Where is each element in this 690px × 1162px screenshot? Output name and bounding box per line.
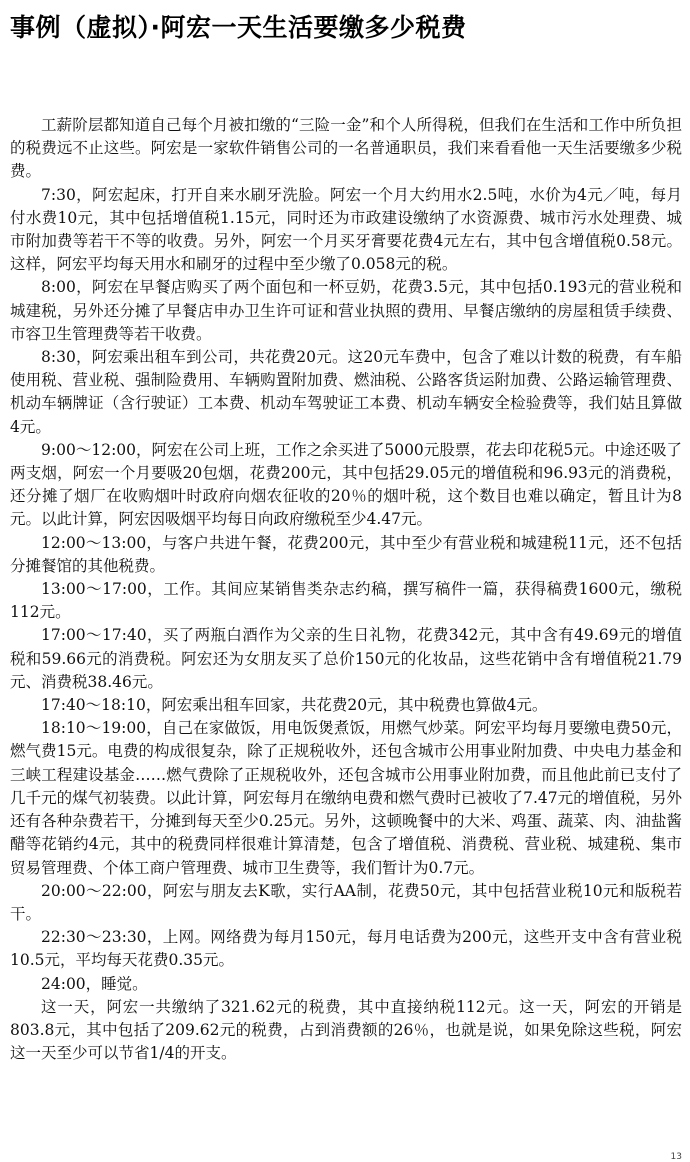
paragraph-1700-1740: 17:00～17:40，买了两瓶白酒作为父亲的生日礼物，花费342元，其中含有49.69元的增值税和59.66元的消费税。阿宏还为女朋友买了总价150元的化妆品，这些花销中含有增值税21.79元、消费税38.46元。 — [10, 626, 682, 691]
paragraph-intro: 工薪阶层都知道自己每个月被扣缴的“三险一金”和个人所得税，但我们在生活和工作中所负担的税费远不止这些。阿宏是一家软件销售公司的一名普通职员，我们来看看他一天生活要缴多少税费。 — [10, 116, 682, 181]
paragraph-0830: 8:30，阿宏乘出租车到公司，共花费20元。这20元车费中，包含了难以计数的税费，有车船使用税、营业税、强制险费用、车辆购置附加费、燃油税、公路客货运附加费、公路运输管理费、机动车辆牌证（含行驶证）工本费、机动车驾驶证工本费、机动车辆安全检验费等，我们姑且算做4元。 — [10, 348, 682, 436]
paragraph-2400: 24:00，睡觉。 — [41, 974, 148, 993]
page-title: 事例（虚拟）·阿宏一天生活要缴多少税费 — [10, 13, 467, 42]
paragraph-0730: 7:30，阿宏起床，打开自来水刷牙洗脸。阿宏一个月大约用水2.5吨，水价为4元／吨，每月付水费10元，其中包括增值税1.15元，同时还为市政建设缴纳了水资源费、城市污水处理费、城市附加费等若干不等的收费。另外，阿宏一个月买牙膏要花费4元左右，其中包含增值税0.58元。这样，阿宏平均每天用水和刷牙的过程中至少缴了0.058元的税。 — [10, 185, 682, 274]
paragraph-0900-1200: 9:00～12:00，阿宏在公司上班，工作之余买进了5000元股票，花去印花税5元。中途还吸了两支烟，阿宏一个月要吸20包烟，花费200元，其中包括29.05元的增值税和96.93元的消费税，还分摊了烟厂在收购烟叶时政府向烟农征收的20％的烟叶税，这个数目也难以确定，暂且计为8元。以此计算，阿宏因吸烟平均每日向政府缴税至少4.47元。 — [10, 440, 682, 529]
paragraph-summary: 这一天，阿宏一共缴纳了321.62元的税费，其中直接纳税112元。这一天，阿宏的开销是803.8元，其中包括了209.62元的税费，占到消费额的26％，也就是说，如果免除这些税，阿宏这一天至少可以节省1/4的开支。 — [10, 997, 682, 1063]
page-number: 13 — [670, 1152, 682, 1162]
paragraph-1300-1700: 13:00～17:00，工作。其间应某销售类杂志约稿，撰写稿件一篇，获得稿费1600元，缴税112元。 — [10, 580, 682, 622]
paragraph-1200-1300: 12:00～13:00，与客户共进午餐，花费200元，其中至少有营业税和城建税11元，还不包括分摊餐馆的其他税费。 — [10, 533, 682, 575]
paragraph-2000-2200: 20:00～22:00，阿宏与朋友去K歌，实行AA制，花费50元，其中包括营业税10元和版税若干。 — [10, 881, 682, 923]
paragraph-0800: 8:00，阿宏在早餐店购买了两个面包和一杯豆奶，花费3.5元，其中包括0.193元的营业税和城建税，另外还分摊了早餐店申办卫生许可证和营业执照的费用、早餐店缴纳的房屋租赁手续费、市容卫生管理费等若干收费。 — [10, 278, 682, 343]
paragraph-1810-1900: 18:10～19:00，自己在家做饭，用电饭煲煮饭，用燃气炒菜。阿宏平均每月要缴电费50元，燃气费15元。电费的构成很复杂，除了正规税收外，还包含城市公用事业附加费、中央电力基金和三峡工程建设基金……燃气费除了正规税收外，还包含城市公用事业附加费，而且他此前已支付了几千元的煤气初装费。以此计算，阿宏每月在缴纳电费和燃气费时已被收了7.47元的增值税，另外还有各种杂费若干，分摊到每天至少0.25元。另外，这顿晚餐中的大米、鸡蛋、蔬菜、肉、油盐酱醋等花销约4元，其中的税费同样很难计算清楚，包含了增值税、消费税、营业税、城建税、集市贸易管理费、个体工商户管理费、城市卫生费等，我们暂计为0.7元。 — [10, 719, 682, 877]
paragraph-1740-1810: 17:40～18:10，阿宏乘出租车回家，共花费20元，其中税费也算做4元。 — [41, 696, 548, 715]
article-body — [10, 114, 682, 1065]
paragraph-2230-2330: 22:30～23:30，上网。网络费为每月150元，每月电话费为200元，这些开支中含有营业税10.5元，平均每天花费0.35元。 — [10, 928, 682, 970]
